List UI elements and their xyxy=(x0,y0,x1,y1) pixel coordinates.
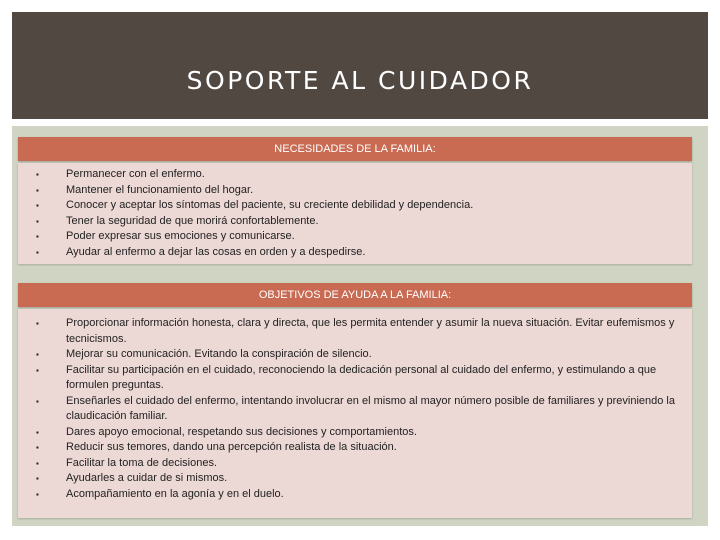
list-item xyxy=(30,394,684,425)
list-item-text: Acompañamiento en la agonía y en el duelo. xyxy=(66,487,284,500)
list-item xyxy=(30,347,684,363)
list-item xyxy=(30,198,684,214)
bullet-list-objetivos xyxy=(30,316,684,502)
list-item-text: Mantener el funcionamiento del hogar. xyxy=(66,183,254,196)
square-bullet-icon: ▪ xyxy=(36,319,39,328)
list-item-text: Facilitar la toma de decisiones. xyxy=(66,456,218,469)
list-item-text: Dares apoyo emocional, respetando sus decisiones y comportamientos. xyxy=(66,425,417,438)
square-bullet-icon: ▪ xyxy=(36,216,39,226)
list-item-text: Proporcionar información honesta, clara y directa, que les permita entender y asumir la nueva situación. Evitar eufemismos y tecnicismos. xyxy=(66,317,675,345)
bullet-list-necesidades xyxy=(30,167,684,260)
list-item xyxy=(30,456,684,472)
square-bullet-icon: ▪ xyxy=(36,350,39,359)
section-heading-objetivos: OBJETIVOS DE AYUDA A LA FAMILIA: xyxy=(18,283,692,307)
list-item xyxy=(30,183,684,199)
list-item xyxy=(30,316,684,347)
square-bullet-icon: ▪ xyxy=(36,201,39,210)
list-item-text: Tener la seguridad de que morirá confortablemente. xyxy=(66,214,319,227)
list-item-text: Enseñarles el cuidado del enfermo, intentando involucrar en el mismo al mayor número posible de familiares y previniendo la claudicación familiar. xyxy=(66,394,675,422)
section-body-objetivos xyxy=(18,309,692,518)
list-item-text: Poder expresar sus emociones y comunicarse. xyxy=(66,230,295,242)
square-bullet-icon: ▪ xyxy=(36,427,39,437)
square-bullet-icon: ▪ xyxy=(36,443,39,452)
square-bullet-icon: ▪ xyxy=(36,247,39,257)
square-bullet-icon: ▪ xyxy=(36,489,39,499)
list-item xyxy=(30,245,684,261)
list-item-text: Reducir sus temores, dando una percepción realista de la situación. xyxy=(66,441,397,453)
list-item xyxy=(30,167,684,183)
list-item xyxy=(30,471,684,487)
square-bullet-icon: ▪ xyxy=(36,474,39,483)
list-item xyxy=(30,214,684,230)
list-item-text: Permanecer con el enfermo. xyxy=(66,168,205,180)
list-item xyxy=(30,425,684,441)
square-bullet-icon: ▪ xyxy=(36,458,39,468)
list-item xyxy=(30,487,684,503)
list-item xyxy=(30,229,684,245)
section-body-necesidades xyxy=(18,163,692,264)
list-item xyxy=(30,363,684,394)
list-item-text: Facilitar su participación en el cuidado, reconociendo la dedicación personal al cuidado del enfermo, y estimulando a que formulen preguntas. xyxy=(66,363,657,391)
square-bullet-icon: ▪ xyxy=(36,365,39,375)
square-bullet-icon: ▪ xyxy=(36,396,39,406)
list-item-text: Mejorar su comunicación. Evitando la conspiración de silencio. xyxy=(66,348,372,360)
list-item-text: Ayudar al enfermo a dejar las cosas en orden y a despedirse. xyxy=(66,245,366,258)
square-bullet-icon: ▪ xyxy=(36,170,39,179)
list-item-text: Ayudarles a cuidar de si mismos. xyxy=(66,472,228,484)
list-item-text: Conocer y aceptar los síntomas del paciente, su creciente debilidad y dependencia. xyxy=(66,199,474,211)
square-bullet-icon: ▪ xyxy=(36,232,39,241)
section-heading-necesidades: NECESIDADES DE LA FAMILIA: xyxy=(18,137,692,161)
page-title: SOPORTE AL CUIDADOR xyxy=(186,66,534,95)
title-bar xyxy=(12,12,708,119)
list-item xyxy=(30,440,684,456)
square-bullet-icon: ▪ xyxy=(36,185,39,195)
